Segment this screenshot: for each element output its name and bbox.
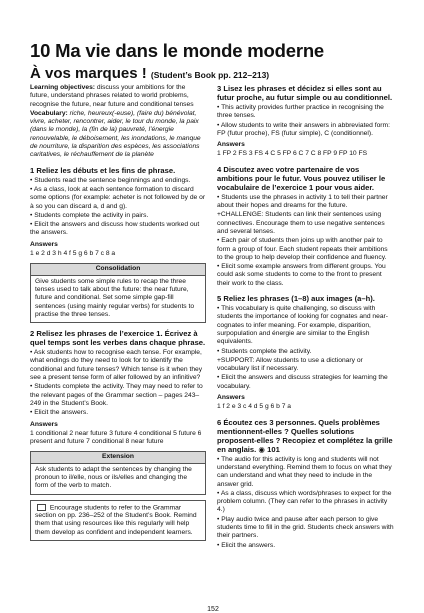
right-column [217,84,395,551]
activity-4-bullet: • Elicit some example answers from different groups. You could ask some students to come to the front to present their work to the class. [217,263,386,287]
activity-3-answers: 1 FP 2 FS 3 FS 4 C 5 FP 6 C 7 C 8 FP 9 FP 10 FS [217,150,368,158]
consolidation-box [30,263,206,323]
activity-3-bullet: • This activity provides further practice in recognising the three tenses. [217,104,384,120]
activity-3-bullet: • Allow students to write their answers in abbreviated form: FP (futur proche), FS (futur simple), C (conditionnel). [217,121,390,137]
activity-4-bullet: • Students use the phrases in activity 1 to tell their partner about their hopes and dreams for the future. [217,193,388,210]
activity-4-bullet: • Each pair of students then joins up with another pair to form a group of four. Each student repeats their ambitions to the group to help develop their confidence and fluency. [217,237,388,261]
activity-6-heading: 6 Écoutez ces 3 personnes. Quels problèmes mentionnent-elles ? Quelles solutions proposent-elles ? Recopiez et complétez la grille en anglais. ◉ 101 [217,417,393,454]
activity-3-heading: 3 Lisez les phrases et décidez si elles sont au futur proche, au futur simple ou au conditionnel. [217,84,393,102]
activity-5-heading: 5 Reliez les phrases (1–8) aux images (a–h). [217,294,375,304]
consolidation-text: Give students some simple rules to recap the three tenses used to talk about the future: the near future, future and conditional. Set some simple gap-fill sentences (using mainly regular verbs) for students to practise the three tenses. [35,277,195,318]
grammar-reference-text: Encourage students to refer to the Grammar section on pp. 236–252 of the Student’s Book. Remind them that using resources like this regularly will help them develop as confident and independent learners. [35,503,197,536]
activity-4-challenge: +CHALLENGE: Students can link their sentences using connectives. Encourage them to use negative sentences and several tenses. [217,211,385,235]
grammar-reference-box [30,500,206,541]
audio-track-number: 101 [267,444,280,454]
extension-box [30,451,206,494]
activity-6-bullet: • Play audio twice and pause after each person to give students time to fill in the grid. Students check answers with their partners. [217,515,394,540]
subtitle-reference: (Student’s Book pp. 212–213) [150,70,270,80]
answers-label: Answers [217,394,245,402]
activity-6-bullet: • The audio for this activity is long and students will not understand everything. Remind them to focus on what they can understand and what they need to include in the answer grid. [217,455,392,488]
activity-2-answers: 1 conditional 2 near future 3 future 4 conditional 5 future 6 present and future 7 conditional 8 near future [30,429,202,446]
arrow-icon [37,504,46,511]
activity-5-bullet: • Students complete the activity. [217,347,312,355]
activity-5-answers: 1 f 2 e 3 c 4 d 5 g 6 b 7 a [217,403,291,411]
activity-5-support: +SUPPORT: Allow students to use a dictionary or vocabulary list if necessary. [217,356,363,373]
subtitle-text: À vos marques ! [30,65,147,82]
activity-2-bullet: • Ask students how to recognise each tense. For example, what endings do they need to look for to identify the conditional and future tenses? Which tense is it when they see a present tense form of aller followed by an infinitive? [30,349,203,382]
activity-1-bullet: • Elicit the answers and discuss how students worked out the answers. [30,221,200,237]
audio-icon: ◉ [258,444,266,454]
activity-1-bullet: • Students read the sentence beginnings and endings. [30,176,191,184]
left-column [30,84,206,541]
activity-1-bullet: • As a class, look at each sentence formation to discard some options (for example: acheter is not followed by de or à so you can discard a, d and g). [30,185,206,210]
learning-objectives: Learning objectives: discuss your ambitions for the future, understand phrases related to world problems, recognise the future, near future and conditional tenses [30,84,194,108]
extension-title: Extension [31,452,205,463]
section-subtitle [30,65,396,84]
answers-label: Answers [30,420,58,428]
answers-label: Answers [217,141,245,149]
activity-2-heading: 2 Relisez les phrases de l’exercice 1. Écrivez à quel temps sont les verbes dans chaque phrase. [30,329,206,348]
activity-1-answers: 1 e 2 d 3 h 4 f 5 g 6 b 7 c 8 a [30,250,116,258]
activity-6-bullet: • Elicit the answers. [217,541,276,549]
page-number: 152 [207,606,219,613]
activity-4-heading: 4 Discutez avec votre partenaire de vos ambitions pour le futur. Vous pouvez utiliser le vocabulaire de l’exercice 1 pour vous aider. [217,164,386,192]
extension-text: Ask students to adapt the sentences by changing the pronoun to il/elle, nous or ils/elles and changing the form of the verb to match. [35,465,192,490]
activity-6-bullet: • As a class, discuss which words/phrases to expect for the problem column. (They can refer to the phrases in activity 4.) [217,489,392,514]
activity-5-bullet: • Elicit the answers and discuss strategies for learning the vocabulary. [217,374,388,390]
page [30,40,396,613]
answers-label: Answers [30,240,58,248]
page-title: 10 Ma vie dans le monde moderne [30,40,325,61]
activity-1-heading: 1 Reliez les débuts et les fins de phrase. [30,165,176,175]
vocabulary-list: Vocabulary: riche, heureux(-euse), (faire du) bénévolat, vivre, acheter, rencontrer, aider, le tour du monde, la paix (dans le monde), la (fin de la) pauvreté, l’énergie renouvelable, le déboisement, les inondations, le manque de nourriture, la disparition des espèces, les associations caritatives, le réchauffement de la planète [30,109,201,159]
activity-1-bullet: • Students complete the activity in pairs. [30,211,149,219]
activity-2-bullet: • Elicit the answers. [30,409,89,417]
activity-2-bullet: • Students complete the activity. They may need to refer to the relevant pages of the Grammar section – pages 243–249 in the Student’s Book. [30,383,203,407]
activity-5-bullet: • This vocabulary is quite challenging, so discuss with students the importance of looking for cognates and near-cognates to infer meaning. For example, disparition, surpopulation and énergie are similar to the English equivalents. [217,305,389,346]
consolidation-title: Consolidation [31,264,205,275]
